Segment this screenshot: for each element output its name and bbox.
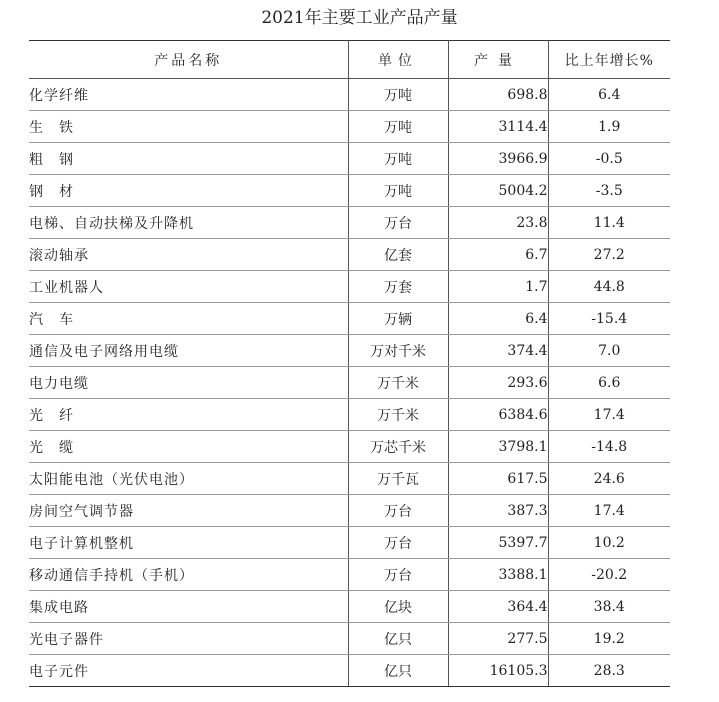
- table-row: [29, 335, 670, 367]
- table-row: [29, 271, 670, 303]
- product-name-cell: 钢 材: [29, 175, 348, 207]
- table-row: [29, 303, 670, 335]
- product-name-cell: 移动通信手持机（手机）: [29, 559, 348, 591]
- growth-cell: 27.2: [548, 239, 670, 271]
- unit-cell: 万千米: [348, 399, 448, 431]
- output-cell: 6384.6: [448, 399, 548, 431]
- product-name-cell: 粗 钢: [29, 143, 348, 175]
- output-cell: 277.5: [448, 623, 548, 655]
- output-cell: 3966.9: [448, 143, 548, 175]
- growth-cell: 38.4: [548, 591, 670, 623]
- page-title: 2021年主要工业产品产量: [261, 8, 458, 28]
- output-cell: 293.6: [448, 367, 548, 399]
- growth-cell: -3.5: [548, 175, 670, 207]
- growth-cell: 1.9: [548, 111, 670, 143]
- product-name-cell: 电子元件: [29, 655, 348, 687]
- header-growth: 比上年增长%: [548, 41, 670, 79]
- output-cell: 3388.1: [448, 559, 548, 591]
- unit-cell: 万台: [348, 495, 448, 527]
- unit-cell: 万千瓦: [348, 463, 448, 495]
- table-body: [29, 79, 670, 687]
- product-name-cell: 光 缆: [29, 431, 348, 463]
- product-name-cell: 光 纤: [29, 399, 348, 431]
- output-cell: 1.7: [448, 271, 548, 303]
- unit-cell: 万吨: [348, 175, 448, 207]
- table-row: [29, 367, 670, 399]
- output-cell: 364.4: [448, 591, 548, 623]
- unit-cell: 万辆: [348, 303, 448, 335]
- product-name-cell: 房间空气调节器: [29, 495, 348, 527]
- unit-cell: 万芯千米: [348, 431, 448, 463]
- unit-cell: 亿只: [348, 655, 448, 687]
- unit-cell: 亿套: [348, 239, 448, 271]
- product-name-cell: 通信及电子网络用电缆: [29, 335, 348, 367]
- table-row: [29, 399, 670, 431]
- growth-cell: 10.2: [548, 527, 670, 559]
- product-name-cell: 工业机器人: [29, 271, 348, 303]
- product-name-cell: 电梯、自动扶梯及升降机: [29, 207, 348, 239]
- growth-cell: 24.6: [548, 463, 670, 495]
- unit-cell: 万吨: [348, 79, 448, 111]
- growth-cell: -15.4: [548, 303, 670, 335]
- product-name-cell: 光电子器件: [29, 623, 348, 655]
- unit-cell: 亿只: [348, 623, 448, 655]
- product-name-cell: 汽 车: [29, 303, 348, 335]
- output-cell: 6.4: [448, 303, 548, 335]
- output-cell: 387.3: [448, 495, 548, 527]
- growth-cell: 28.3: [548, 655, 670, 687]
- product-name-cell: 电力电缆: [29, 367, 348, 399]
- output-cell: 617.5: [448, 463, 548, 495]
- table-header: [29, 41, 670, 79]
- unit-cell: 万台: [348, 527, 448, 559]
- product-name-cell: 滚动轴承: [29, 239, 348, 271]
- table-row: [29, 623, 670, 655]
- unit-cell: 万吨: [348, 143, 448, 175]
- output-cell: 16105.3: [448, 655, 548, 687]
- unit-cell: 万套: [348, 271, 448, 303]
- growth-cell: -14.8: [548, 431, 670, 463]
- unit-cell: 亿块: [348, 591, 448, 623]
- header-unit: 单位: [348, 41, 448, 79]
- output-cell: 5397.7: [448, 527, 548, 559]
- growth-cell: 17.4: [548, 399, 670, 431]
- product-name-cell: 生 铁: [29, 111, 348, 143]
- table-row: [29, 655, 670, 687]
- product-name-cell: 电子计算机整机: [29, 527, 348, 559]
- header-row: [29, 41, 670, 79]
- growth-cell: 17.4: [548, 495, 670, 527]
- growth-cell: -20.2: [548, 559, 670, 591]
- unit-cell: 万吨: [348, 111, 448, 143]
- unit-cell: 万台: [348, 207, 448, 239]
- growth-cell: -0.5: [548, 143, 670, 175]
- output-cell: 23.8: [448, 207, 548, 239]
- growth-cell: 6.4: [548, 79, 670, 111]
- table-row: [29, 591, 670, 623]
- output-cell: 3798.1: [448, 431, 548, 463]
- table-row: [29, 207, 670, 239]
- product-name-cell: 太阳能电池（光伏电池）: [29, 463, 348, 495]
- unit-cell: 万千米: [348, 367, 448, 399]
- header-output: 产量: [448, 41, 548, 79]
- table-row: [29, 431, 670, 463]
- unit-cell: 万台: [348, 559, 448, 591]
- table-row: [29, 111, 670, 143]
- output-cell: 698.8: [448, 79, 548, 111]
- growth-cell: 11.4: [548, 207, 670, 239]
- production-table: [29, 40, 670, 687]
- output-cell: 3114.4: [448, 111, 548, 143]
- output-cell: 374.4: [448, 335, 548, 367]
- output-cell: 5004.2: [448, 175, 548, 207]
- growth-cell: 6.6: [548, 367, 670, 399]
- table-row: [29, 79, 670, 111]
- growth-cell: 19.2: [548, 623, 670, 655]
- product-name-cell: 化学纤维: [29, 79, 348, 111]
- header-product-name: 产品名称: [29, 41, 348, 79]
- growth-cell: 7.0: [548, 335, 670, 367]
- table-row: [29, 559, 670, 591]
- table-row: [29, 495, 670, 527]
- growth-cell: 44.8: [548, 271, 670, 303]
- product-name-cell: 集成电路: [29, 591, 348, 623]
- table-row: [29, 463, 670, 495]
- table-row: [29, 143, 670, 175]
- table-row: [29, 175, 670, 207]
- table-row: [29, 527, 670, 559]
- table-row: [29, 239, 670, 271]
- output-cell: 6.7: [448, 239, 548, 271]
- unit-cell: 万对千米: [348, 335, 448, 367]
